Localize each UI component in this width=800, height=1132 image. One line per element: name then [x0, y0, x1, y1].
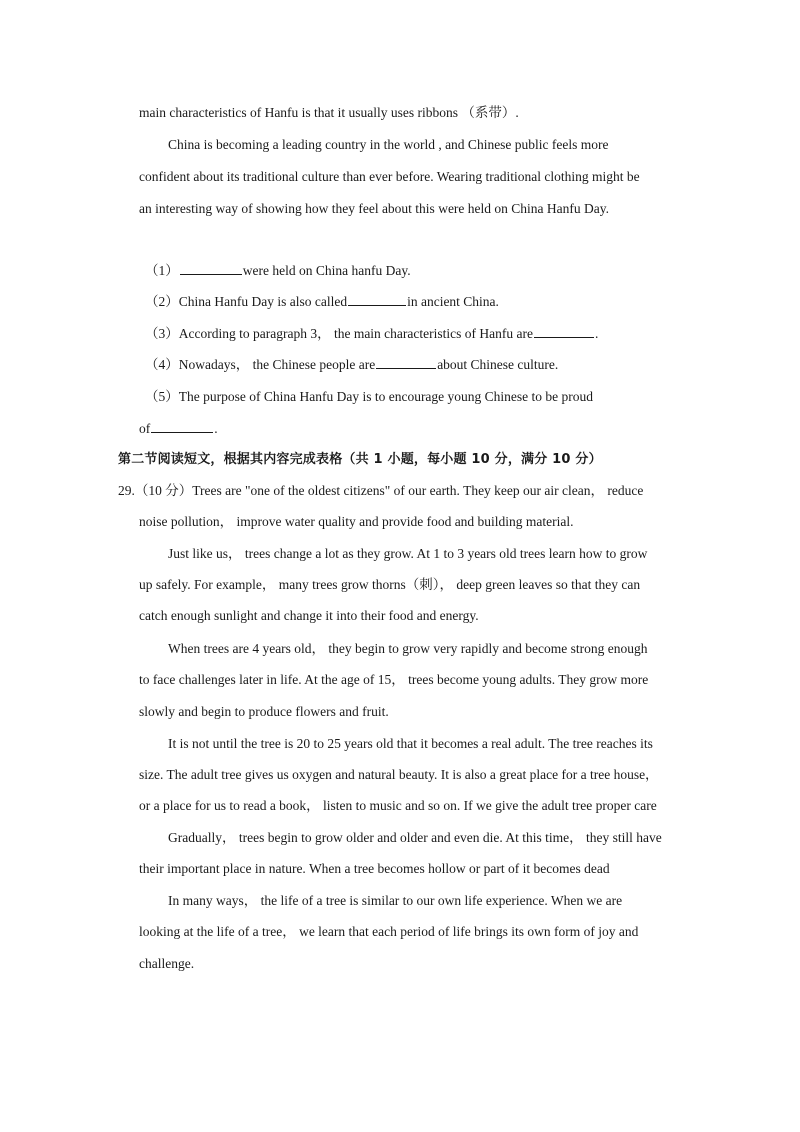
q29-line-1: 29.（10 分）Trees are "one of the oldest citizens" of our earth. They keep our air clean， reduce — [118, 483, 644, 498]
q1-text: were held on China hanfu Day. — [242, 263, 411, 278]
q5-answer-blank[interactable] — [151, 420, 213, 433]
q3-answer-blank[interactable] — [534, 325, 594, 338]
q29-line-13: their important place in nature. When a tree becomes hollow or part of it becomes dead — [139, 861, 610, 876]
passage1-line-0: main characteristics of Hanfu is that it usually uses ribbons （系带）. — [139, 105, 519, 120]
q29-line-4: up safely. For example， many trees grow thorns（刺）， deep green leaves so that they can — [139, 577, 641, 592]
question-3 — [145, 325, 598, 343]
q3-text-before: According to paragraph 3， the main characteristics of Hanfu are — [178, 326, 533, 341]
question-5-line-2 — [139, 420, 218, 438]
q29-line-11: or a place for us to read a book， listen to music and so on. If we give the adult tree proper care — [139, 798, 657, 813]
passage1-p2-line-1 — [168, 136, 679, 154]
question-2 — [145, 293, 499, 311]
q2-text-before: China Hanfu Day is also called — [178, 294, 348, 309]
section-2-heading: 第二节阅读短文，根据其内容完成表格（共 1 小题，每小题 10 分，满分 10 分） — [118, 452, 602, 467]
q4-text-before: Nowadays， the Chinese people are — [178, 357, 376, 372]
q4-number: （4） — [145, 357, 179, 372]
q29-line-9: It is not until the tree is 20 to 25 years old that it becomes a real adult. The tree reaches its — [168, 736, 653, 751]
q2-text-after: in ancient China. — [407, 294, 499, 309]
q29-line-3: Just like us， trees change a lot as they grow. At 1 to 3 years old trees learn how to grow — [168, 546, 648, 561]
q29-line-12: Gradually， trees begin to grow older and older and even die. At this time， they still have — [168, 830, 662, 845]
q5-text-before: of — [139, 421, 151, 436]
passage1-p2-line-2: confident about its traditional culture than ever before. Wearing traditional clothing might be — [139, 169, 640, 184]
q1-answer-blank[interactable] — [180, 262, 242, 275]
q29-line-5: catch enough sunlight and change it into their food and energy. — [139, 608, 479, 623]
p2-line-1-text: China is becoming a leading country in the world , and Chinese public feels more — [168, 137, 609, 152]
passage1-p2-line-3: an interesting way of showing how they feel about this were held on China Hanfu Day. — [139, 201, 610, 216]
question-5-line-1: （5）The purpose of China Hanfu Day is to encourage young Chinese to be proud — [145, 389, 594, 404]
question-4 — [145, 356, 558, 374]
q3-number: （3） — [145, 326, 179, 341]
q29-line-6: When trees are 4 years old， they begin to grow very rapidly and become strong enough — [168, 641, 648, 656]
q29-line-8: slowly and begin to produce flowers and fruit. — [139, 704, 389, 719]
q4-text-after: about Chinese culture. — [437, 357, 559, 372]
q5-text-after: . — [214, 421, 218, 436]
q4-answer-blank[interactable] — [376, 356, 436, 369]
q29-line-10: size. The adult tree gives us oxygen and natural beauty. It is also a great place for a tree house， — [139, 767, 659, 782]
q29-line-2: noise pollution， improve water quality and provide food and building material. — [139, 514, 574, 529]
q1-number: （1） — [145, 263, 179, 278]
q2-answer-blank[interactable] — [348, 293, 406, 306]
q29-line-15: looking at the life of a tree， we learn that each period of life brings its own form of joy and — [139, 924, 639, 939]
q29-line-7: to face challenges later in life. At the age of 15， trees become young adults. They grow more — [139, 672, 649, 687]
q29-line-16: challenge. — [139, 956, 195, 971]
q2-number: （2） — [145, 294, 179, 309]
q3-text-after: . — [594, 326, 599, 341]
question-1 — [145, 262, 411, 280]
q29-line-14: In many ways， the life of a tree is similar to our own life experience. When we are — [168, 893, 623, 908]
